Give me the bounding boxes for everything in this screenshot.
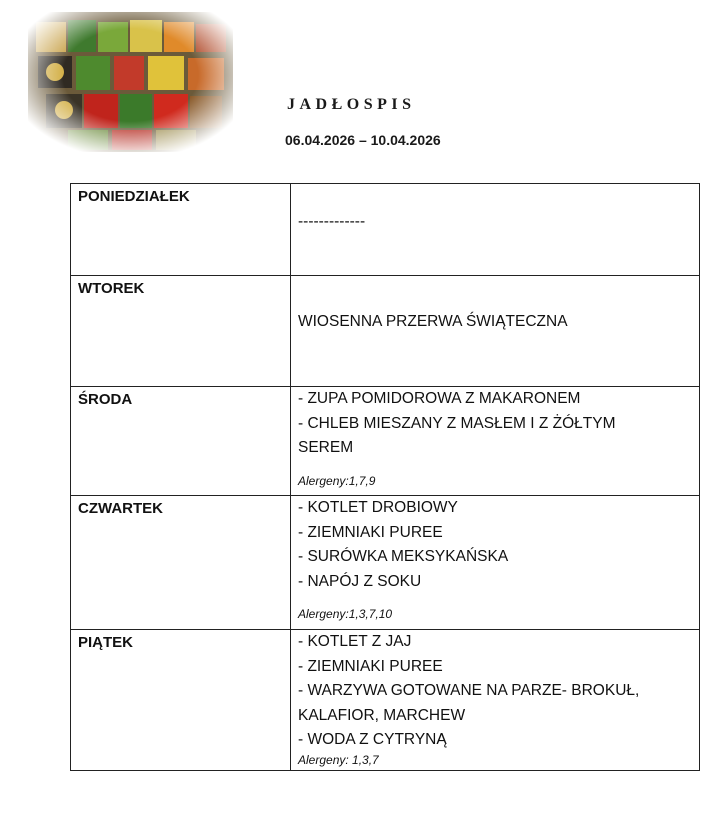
allergens-note: Alergeny:1,3,7,10 bbox=[298, 607, 393, 621]
page-title: JADŁOSPIS bbox=[287, 96, 416, 113]
meal-line: - SURÓWKA MEKSYKAŃSKA bbox=[298, 548, 509, 565]
allergens-note: Alergeny:1,7,9 bbox=[298, 473, 376, 488]
meal-line: - CHLEB MIESZANY Z MASŁEM I Z ŻÓŁTYM bbox=[298, 414, 616, 432]
meal-cell bbox=[291, 276, 700, 387]
day-name: WTOREK bbox=[71, 276, 291, 387]
meal-line: SEREM bbox=[298, 439, 354, 456]
meal-line: - ZIEMNIAKI PUREE bbox=[298, 657, 443, 675]
meal-cell bbox=[291, 184, 700, 276]
day-name: ŚRODA bbox=[71, 387, 291, 496]
meal-line: - NAPÓJ Z SOKU bbox=[298, 572, 422, 590]
meal-line: - ZIEMNIAKI PUREE bbox=[298, 523, 443, 541]
meal-cell bbox=[291, 387, 700, 496]
table-row bbox=[71, 184, 700, 276]
menu-table bbox=[70, 183, 700, 771]
table-row bbox=[71, 387, 700, 496]
day-name: PIĄTEK bbox=[71, 630, 291, 771]
meal-cell bbox=[291, 496, 700, 630]
meal-line: ------------- bbox=[298, 213, 366, 230]
day-name: CZWARTEK bbox=[71, 496, 291, 630]
meal-line: - ZUPA POMIDOROWA Z MAKARONEM bbox=[298, 390, 581, 407]
date-range: 06.04.2026 – 10.04.2026 bbox=[285, 132, 441, 148]
meal-cell bbox=[291, 630, 700, 771]
vegetable-market-photo-icon bbox=[28, 12, 233, 152]
meal-line: - KOTLET Z JAJ bbox=[298, 633, 412, 650]
meal-line: - WODA Z CYTRYNĄ bbox=[298, 731, 447, 748]
allergens-note: Alergeny: 1,3,7 bbox=[298, 752, 379, 767]
table-row bbox=[71, 496, 700, 630]
table-row bbox=[71, 276, 700, 387]
meal-line: KALAFIOR, MARCHEW bbox=[298, 706, 466, 724]
meal-line: WIOSENNA PRZERWA ŚWIĄTECZNA bbox=[298, 313, 568, 330]
table-row bbox=[71, 630, 700, 771]
meal-line: - KOTLET DROBIOWY bbox=[298, 499, 458, 516]
meal-line: - WARZYWA GOTOWANE NA PARZE- BROKUŁ, bbox=[298, 682, 640, 699]
day-name: PONIEDZIAŁEK bbox=[71, 184, 291, 276]
